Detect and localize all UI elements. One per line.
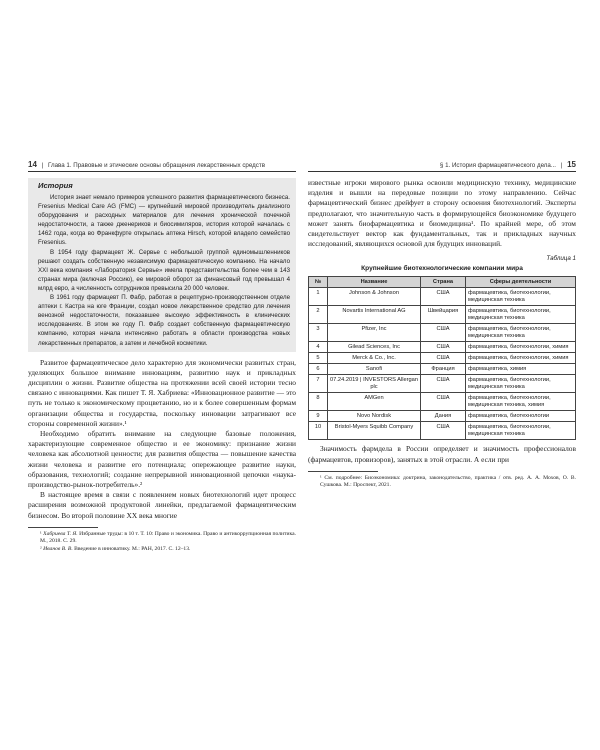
footnote-divider	[308, 471, 378, 472]
table-row: 5 Merck & Co., Inc. США фармацевтика, биотехнологии, химия	[309, 353, 576, 364]
table-row: 3 Pfizer, Inc США фармацевтика, биотехнологии, медицинская техника	[309, 324, 576, 342]
footnote-author: Иванов В. В.	[43, 546, 73, 553]
footnote: ¹ См. подробнее: Биоэкономика: доктрина, законодательство, практика / отв. ред. А. А. Мохов, О. В. Сушкова. М.: Проспект, 2021.	[320, 474, 576, 489]
column-header-name: Название	[328, 277, 421, 288]
history-paragraph: В 1954 году фармацевт Ж. Сервье с небольшой группой единомышленников решают создать собственную независимую фармацевтическую компанию. На начало XXI века компания «Лаборатория Сервье» имела представительства более чем в 143 странах мира (включая Россию), ее мировой оборот за финансовый год превышал 4 млрд евро, а численность сотрудников превысила 20 000 человек.	[38, 248, 290, 292]
history-box-title: История	[38, 181, 73, 190]
history-paragraph: История знает немало примеров успешного развития фармацевтического бизнеса. Fresenius Medical Care AG (FMC) — крупнейший мировой производитель диализного оборудования и расходных материалов для лечения хронической почечной недостаточности, а также дженериков и биосимиляров, история которой началась с 1462 года, когда во Франкфурте открылась аптека Hirsch, которой владело семейство Fresenius.	[38, 194, 290, 247]
left-page	[28, 160, 296, 554]
table-row: 2 Novartis International AG Швейцария фармацевтика, биотехнологии, медицинская техника	[309, 306, 576, 324]
body-paragraph: Необходимо обратить внимание на следующие базовые положения, характеризующие современное общество и ее экономику: признание жизни человека как абсолютной ценности; для развития общества — повышение качества жизни человека и развитие его потенциала; опережающее развитие науки, образования, технологий; создание непрерывной инновационной цепочки «наука-производство-рынок-потребитель».²	[28, 429, 296, 490]
history-paragraph: В 1961 году фармацевт П. Фабр, работая в рецептурно-производственном отделе аптеки г. Кастра на юге Франции, создал новое лекарственное средство для лечения венозной недостаточности, показавшее высокую эффективность в клинических исследованиях. В этом же году П. Фабр создает собственную фармацевтическую компанию, которая начала интенсивно работать в области производства новых лекарственных препаратов, а затем и лечебной косметики.	[38, 294, 290, 347]
left-page-header: 14 | Глава 1. Правовые и этические основы обращения лекарственных средств	[28, 160, 296, 172]
footnote: ² Иванов В. В. Введение в инноватику. М.: РАН, 2017. С. 12–13.	[40, 546, 191, 553]
left-page-number: 14	[28, 160, 37, 169]
right-running-title: § 1. История фармацевтического дела...	[439, 162, 557, 169]
table-row: 6 Sanofi Франция фармацевтика, химия	[309, 364, 576, 375]
table-row: 8 AMGen США фармацевтика, биотехнологии, медицинская техника, химия	[309, 393, 576, 411]
table-row: 10 Bristol-Myers Squibb Company США фармацевтика, биотехнологии, медицинская техника	[309, 422, 576, 440]
table-header-row	[309, 277, 576, 288]
footnote-text: Избранные труды: в 10 т. Т. 10: Право и экономика. Право и антикоррупционная политика. М., 2018. С. 29.	[40, 530, 296, 545]
footnote: ¹ Хабриева Т. Я. Избранные труды: в 10 т. Т. 10: Право и экономика. Право и антикоррупционная политика. М., 2018. С. 29.	[40, 530, 296, 545]
table-row: 1 Johnson & Johnson США фармацевтика, биотехнологии, медицинская техника	[309, 288, 576, 306]
column-header-country: Страна	[421, 277, 466, 288]
after-table-paragraph: Значимость фармдела в России определяет и значимость профессионалов (фармацевтов, провизоров), занятых в этой отрасли. А если при	[308, 444, 576, 464]
table-row: 7 07.24.2019 | INVESTORS Allergan plc США фармацевтика, биотехнологии, медицинская техника	[309, 375, 576, 393]
biotech-companies-table	[308, 276, 576, 440]
footnote-text: См. подробнее: Биоэкономика: доктрина, законодательство, практика / отв. ред. А. А. Мохов, О. В. Сушкова. М.: Проспект, 2021.	[320, 474, 576, 489]
table-row: 4 Gilead Sciences, Inc США фармацевтика, биотехнологии, химия	[309, 342, 576, 353]
right-page-header: § 1. История фармацевтического дела... | 15	[308, 160, 576, 172]
left-running-title: Глава 1. Правовые и этические основы обращения лекарственных средств	[47, 162, 265, 169]
intro-paragraph: известные игроки мирового рынка освоили медицинскую технику, медицинские изделия и вышли на передовые позиции по этому направлению. Сейчас фармацевтический бизнес дрейфует в сторону освоения биотехнологий. Эксперты предполагают, что значительную часть в формирующейся биоэкономике будущего может занять биофармацевтика и биомедицина¹. По крайней мере, об этом свидетельствует вектор как фундаментальных, так и прикладных научных исследований, являющихся основой для будущих инноваций.	[308, 178, 576, 249]
footnote-text: Введение в инноватику. М.: РАН, 2017. С. 12–13.	[74, 546, 191, 553]
column-header-number: №	[309, 277, 328, 288]
table-title: Крупнейшие биотехнологические компании мира	[361, 265, 523, 273]
table-row: 9 Novo Nordisk Дания фармацевтика, биотехнологии	[309, 411, 576, 422]
column-header-spheres: Сферы деятельности	[466, 277, 576, 288]
history-box	[28, 178, 296, 352]
right-page	[308, 160, 576, 490]
body-paragraph: Развитое фармацевтическое дело характерно для экономически развитых стран, уделяющих большое внимание инновациям, развитию наук и прикладных дисциплин о жизни. Развитие общества на протяжении всей своей истории тесно связано с инновациями. Как пишет Т. Я. Хабриева: «Инновационное развитие — это путь не только к экономическому процветанию, но и к более совершенным формам организации общества и государства, поскольку инновации затрагивают все стороны современной жизни».¹	[28, 357, 296, 428]
footnote-divider	[28, 527, 98, 528]
body-paragraph: В настоящее время в связи с появлением новых биотехнологий идет процесс расширения возможной продуктовой линейки, предлагаемой фармацевтическим бизнесом. Во второй половине XX века многие	[28, 490, 296, 520]
right-page-number: 15	[567, 160, 576, 169]
table-label: Таблица 1	[546, 255, 576, 263]
footnote-author: Хабриева Т. Я.	[43, 530, 78, 537]
